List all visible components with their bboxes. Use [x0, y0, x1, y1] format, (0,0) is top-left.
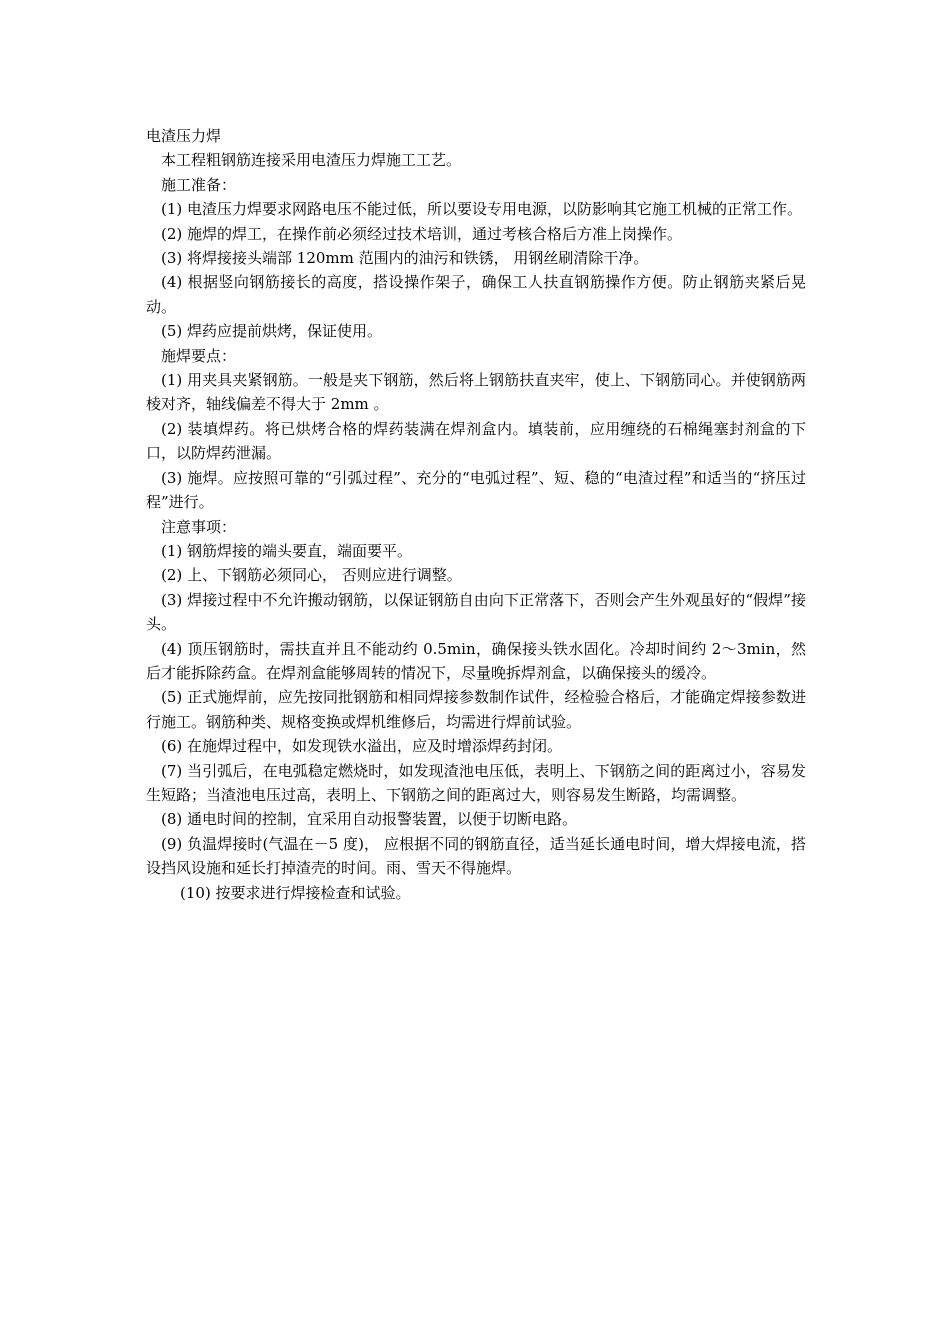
section-heading-welding-points: 施焊要点： [161, 346, 237, 365]
list-item: (1) 电渣压力焊要求网路电压不能过低，所以要设专用电源，以防影响其它施工机械的正常工作。 [161, 200, 803, 219]
list-item: (1) 用夹具夹紧钢筋。一般是夹下钢筋，然后将上钢筋扶直夹牢，使上、下钢筋同心。并使钢筋两棱对齐，轴线偏差不得大于 2mm 。 [146, 371, 806, 414]
list-item: (2) 上、下钢筋必须同心， 否则应进行调整。 [161, 566, 462, 585]
list-item: (2) 施焊的焊工，在操作前必须经过技术培训，通过考核合格后方准上岗操作。 [161, 224, 683, 243]
list-item: (8) 通电时间的控制，宜采用自动报警装置，以便于切断电路。 [161, 810, 578, 829]
list-item: (3) 焊接过程中不允许搬动钢筋，以保证钢筋自由向下正常落下，否则会产生外观虽好的“假焊”接头。 [146, 590, 806, 634]
list-item: (3) 施焊。应按照可靠的“引弧过程”、充分的“电弧过程”、短、稳的“电渣过程”和适当的“挤压过程”进行。 [146, 468, 806, 512]
list-item: (1) 钢筋焊接的端头要直，端面要平。 [161, 541, 413, 560]
intro-paragraph: 本工程粗钢筋连接采用电渣压力焊施工工艺。 [161, 151, 462, 170]
list-item: (7) 当引弧后，在电弧稳定燃烧时，如发现渣池电压低，表明上、下钢筋之间的距离过小，容易发生短路；当渣池电压过高，表明上、下钢筋之间的距离过大，则容易发生断路，均需调整。 [146, 761, 806, 804]
list-item: (4) 顶压钢筋时，需扶直并且不能动约 0.5min，确保接头铁水固化。冷却时间约 2～3min，然后才能拆除药盒。在焊剂盒能够周转的情况下，尽量晚拆焊剂盒，以确保接头的缓冷。 [146, 639, 806, 682]
list-item: (4) 根据竖向钢筋接长的高度，搭设操作架子，确保工人扶直钢筋操作方便。防止钢筋夹紧后晃动。 [146, 273, 806, 316]
list-item: (3) 将焊接接头端部 120mm 范围内的油污和铁锈， 用钢丝刷清除干净。 [161, 249, 649, 268]
list-item: (2) 装填焊药。将已烘烤合格的焊药装满在焊剂盒内。填装前，应用缠绕的石棉绳塞封剂盒的下口，以防焊药泄漏。 [146, 419, 806, 463]
section-heading-precautions: 注意事项： [161, 517, 237, 536]
list-item: (5) 焊药应提前烘烤，保证使用。 [161, 322, 383, 341]
section-heading-preparation: 施工准备： [161, 175, 237, 194]
list-item: (6) 在施焊过程中，如发现铁水溢出，应及时增添焊药封闭。 [161, 737, 563, 756]
document-title: 电渣压力焊 [146, 127, 222, 145]
list-item: (5) 正式施焊前，应先按同批钢筋和相同焊接参数制作试件，经检验合格后，才能确定焊接参数进行施工。钢筋种类、规格变换或焊机维修后，均需进行焊前试验。 [146, 688, 806, 731]
document-page [146, 124, 806, 905]
list-item: (9) 负温焊接时(气温在－5 度)， 应根据不同的钢筋直径，适当延长通电时间，增大焊接电流，搭设挡风设施和延长打掉渣壳的时间。雨、雪天不得施焊。 [146, 834, 806, 878]
list-item: (10) 按要求进行焊接检查和试验。 [180, 883, 411, 902]
